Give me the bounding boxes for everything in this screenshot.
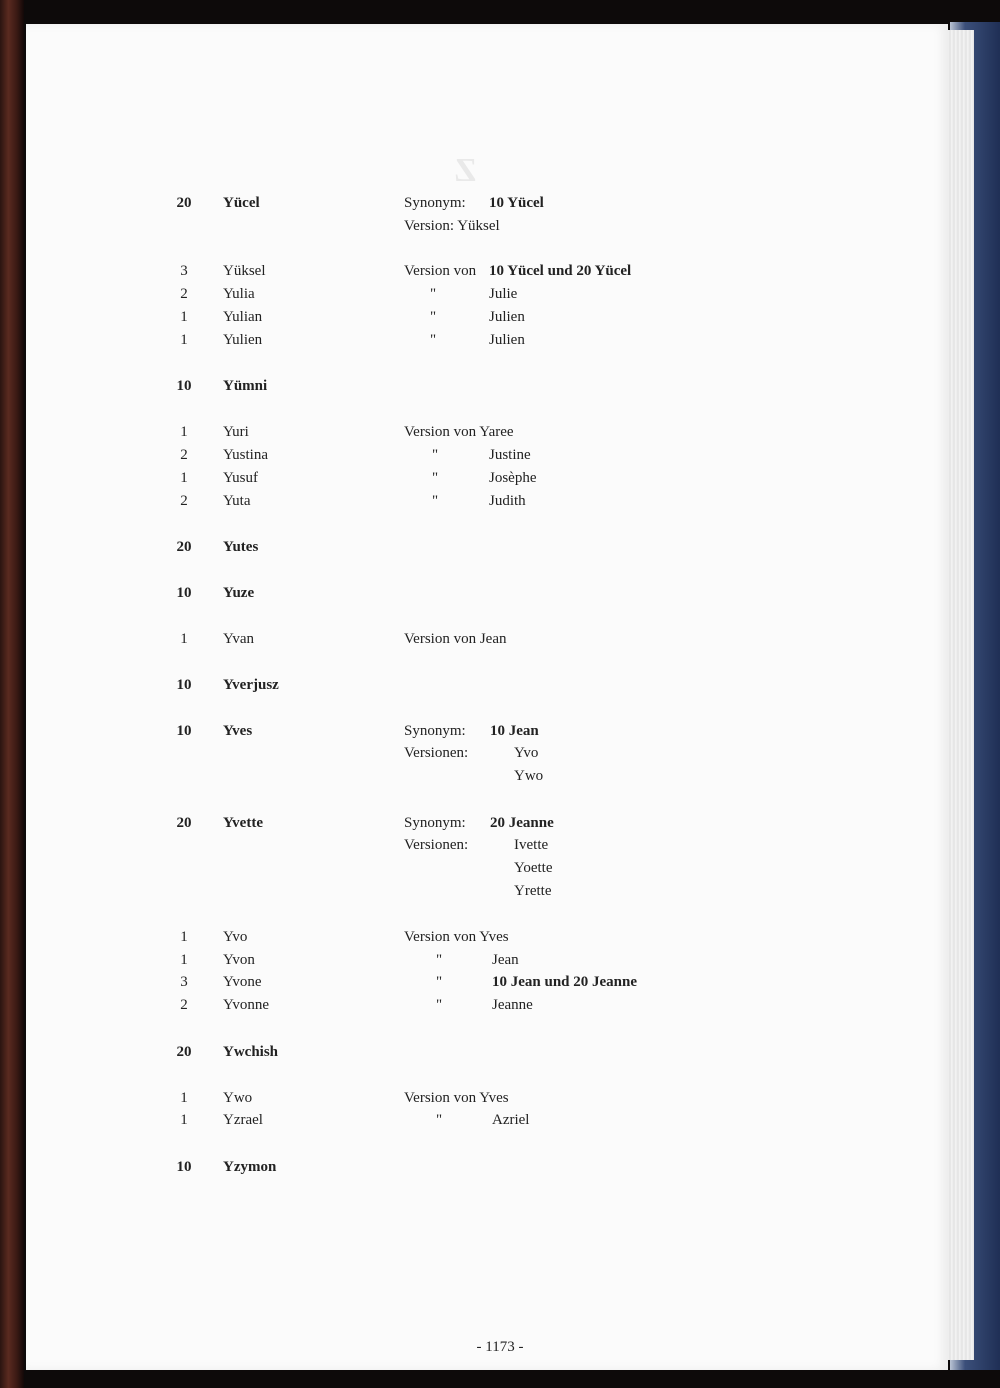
entry-note-label: " (430, 309, 437, 325)
entry-count: 20 (176, 195, 192, 211)
entry-name: Yzymon (223, 1159, 277, 1175)
entry-name: Yusuf (223, 470, 259, 486)
entry-note-label: " (436, 952, 443, 968)
entry-name: Yuze (223, 585, 255, 601)
entry-count: 1 (180, 1112, 188, 1128)
entry-name: Yümni (223, 378, 268, 394)
entry-name: Ywchish (223, 1044, 279, 1060)
entry-note-label: Synonym: (404, 195, 466, 211)
entry-count: 10 (176, 677, 192, 693)
entry-name: Yvo (223, 929, 248, 945)
entry-count: 20 (176, 539, 192, 555)
entry-count: 10 (176, 723, 192, 739)
entry-note-label: Versionen: (404, 745, 469, 761)
book-spine-left (0, 0, 24, 1388)
entry-count: 1 (180, 332, 188, 348)
entry-count: 1 (180, 952, 188, 968)
entry-note-value: 10 Yücel und 20 Yücel (489, 263, 632, 279)
entry-count: 2 (180, 997, 188, 1013)
entry-name: Yüksel (223, 263, 266, 279)
entry-count: 1 (180, 424, 188, 440)
entry-name: Yvan (223, 631, 254, 647)
entry-count: 3 (180, 974, 188, 990)
entry-note-value: Ywo (514, 768, 544, 784)
entry-count: 1 (180, 929, 188, 945)
entry-count: 3 (180, 263, 188, 279)
entry-note-value: Julien (489, 332, 525, 348)
entry-name: Yvette (223, 815, 263, 831)
entry-note-value: 20 Jeanne (490, 815, 554, 831)
bleed-through-heading: Z (454, 152, 477, 189)
entry-name: Ywo (223, 1090, 253, 1106)
entry-note-label: Synonym: (404, 815, 466, 831)
entry-note-label: Version von Yves (404, 1090, 509, 1106)
entry-count: 10 (176, 1159, 192, 1175)
entry-note-value: Josèphe (489, 470, 537, 486)
entry-note-value: Yvo (514, 745, 539, 761)
entry-count: 1 (180, 631, 188, 647)
entry-name: Yulia (223, 286, 255, 302)
entry-count: 2 (180, 493, 188, 509)
entry-count: 1 (180, 470, 188, 486)
entry-note-label: " (436, 997, 443, 1013)
entry-note-label: Version: Yüksel (404, 218, 500, 234)
entry-note-value: Judith (489, 493, 526, 509)
entry-count: 20 (176, 815, 192, 831)
entry-note-value: 10 Jean (490, 723, 539, 739)
entry-note-label: " (430, 286, 437, 302)
entry-name: Yulien (223, 332, 263, 348)
entry-name: Yulian (223, 309, 263, 325)
entry-count: 10 (176, 378, 192, 394)
entry-note-label: Version von Yaree (404, 424, 514, 440)
entry-count: 10 (176, 585, 192, 601)
entry-count: 2 (180, 447, 188, 463)
entry-note-value: Ivette (514, 837, 549, 853)
entry-name: Yvon (223, 952, 255, 968)
entry-count: 2 (180, 286, 188, 302)
entry-note-value: Julien (489, 309, 525, 325)
entry-name: Yuri (223, 424, 249, 440)
entry-name: Yvonne (223, 997, 269, 1013)
entry-note-label: " (432, 493, 439, 509)
entry-note-value: Azriel (492, 1112, 530, 1128)
entry-count: 1 (180, 1090, 188, 1106)
entry-name: Yücel (223, 195, 260, 211)
entry-count: 20 (176, 1044, 192, 1060)
entry-note-label: " (432, 470, 439, 486)
entry-name: Yustina (223, 447, 268, 463)
entry-name: Yuta (223, 493, 251, 509)
entry-note-label: Version von (404, 263, 477, 279)
entry-note-value: Yoette (514, 860, 553, 876)
entry-note-label: " (430, 332, 437, 348)
entry-name: Yvone (223, 974, 262, 990)
entry-note-value: Justine (489, 447, 531, 463)
entry-note-value: 10 Yücel (489, 195, 544, 211)
entry-note-label: " (436, 1112, 443, 1128)
entry-note-label: Versionen: (404, 837, 469, 853)
entry-name: Yves (223, 723, 253, 739)
entry-note-label: Version von Jean (404, 631, 507, 647)
entry-name: Yutes (223, 539, 259, 555)
entry-name: Yverjusz (223, 677, 279, 693)
entry-note-label: " (432, 447, 439, 463)
entry-note-value: Jeanne (492, 997, 533, 1013)
entry-note-value: Julie (489, 286, 518, 302)
entry-note-label: Synonym: (404, 723, 466, 739)
entry-name: Yzrael (223, 1112, 263, 1128)
entry-count: 1 (180, 309, 188, 325)
page-number: - 1173 - (476, 1339, 524, 1355)
entry-note-value: Jean (492, 952, 519, 968)
entry-note-label: " (436, 974, 443, 990)
entry-note-value: 10 Jean und 20 Jeanne (492, 974, 638, 990)
entry-note-label: Version von Yves (404, 929, 509, 945)
entry-note-value: Yrette (514, 883, 552, 899)
